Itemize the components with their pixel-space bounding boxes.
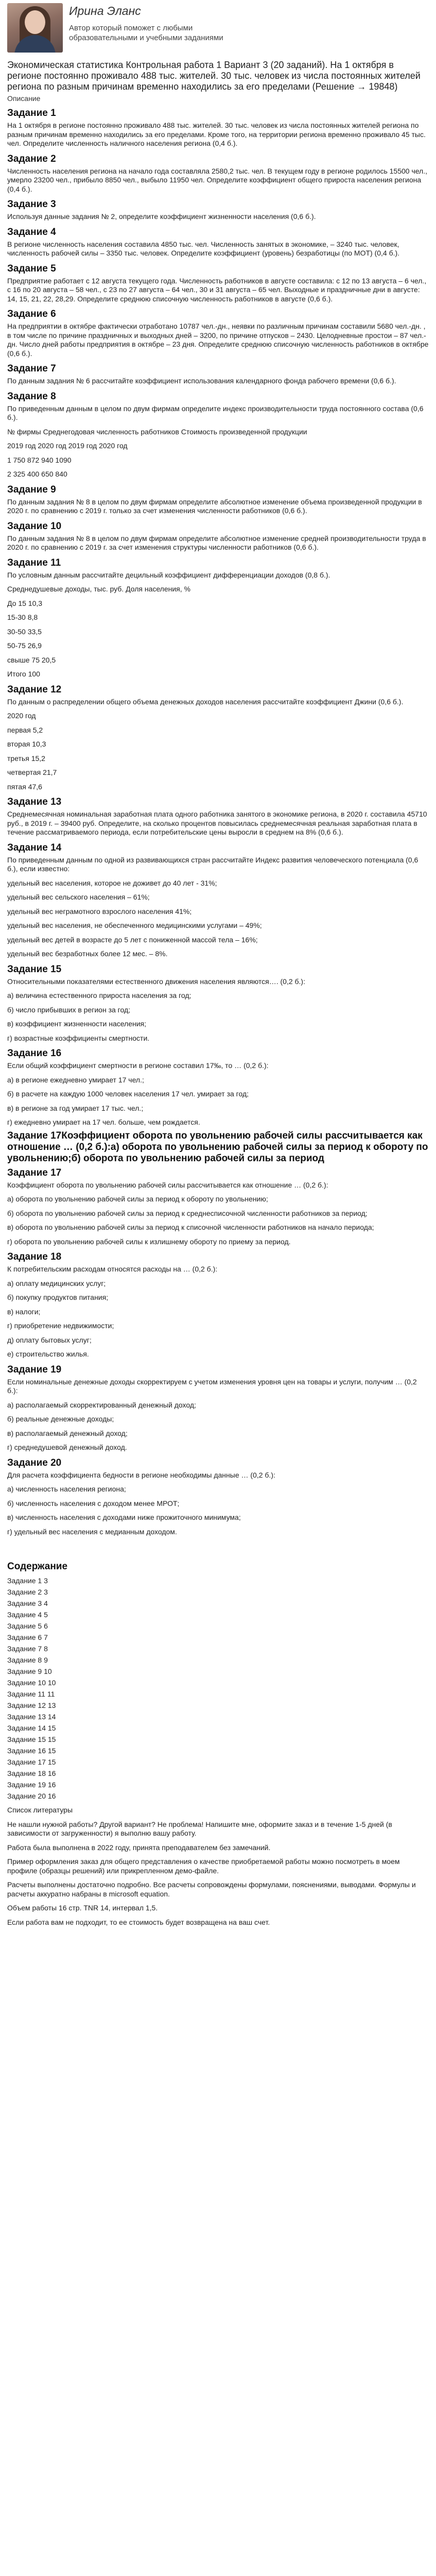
- task-paragraph: удельный вес безработных более 12 мес. – 8%.: [7, 950, 168, 958]
- task-block: [7, 684, 429, 792]
- task-block: [7, 484, 429, 516]
- task-paragraph: г) приобретение недвижимости;: [7, 1321, 114, 1330]
- task-heading: Задание 20: [7, 1457, 62, 1468]
- task-block: [7, 227, 429, 258]
- task-paragraph: По условным данным рассчитайте децильный коэффициент дифференциации доходов (0,8 б.).: [7, 570, 330, 579]
- task-paragraph: вторая 10,3: [7, 740, 46, 748]
- task-paragraph: Численность населения региона на начало года составляла 2580,2 тыс. чел. В текущем году в регионе родилось 15500 чел., умерло 23200 чел., прибыло 8850 чел., выбыло 11950 чел. Определите коэффициент общего прироста населения региона (0,4 б.).: [7, 166, 428, 193]
- task-block: [7, 1364, 429, 1452]
- task-paragraph: в) располагаемый денежный доход;: [7, 1429, 128, 1437]
- task-paragraph: На 1 октября в регионе постоянно проживало 488 тыс. жителей. 30 тыс. человек из числа постоянных жителей региона по разным причинам временно находились за его пределами. Кроме того, на территории региона временно проживало 45 тыс. чел. Определите численность наличного населения региона (0,4 б.).: [7, 121, 426, 147]
- task-paragraph: По данным о распределении общего объема денежных доходов населения рассчитайте коэффициент Джини (0,6 б.).: [7, 697, 404, 706]
- task-paragraph: Для расчета коэффициента бедности в регионе необходимы данные … (0,2 б.):: [7, 1470, 275, 1479]
- task-paragraph: Итого 100: [7, 670, 40, 678]
- contents-item: Задание 1 3: [7, 1577, 48, 1585]
- task-paragraph: Если номинальные денежные доходы скорректируем с учетом изменения уровня цен на товары и услуги, получим … (0,2 б.):: [7, 1377, 417, 1395]
- task-heading: Задание 7: [7, 363, 56, 374]
- author-avatar[interactable]: [7, 3, 63, 53]
- task-block: [7, 391, 429, 479]
- contents-item: Задание 11 11: [7, 1690, 55, 1698]
- task-paragraph: удельный вес населения, не обеспеченного медицинскими услугами – 49%;: [7, 921, 262, 929]
- task-block: [7, 842, 429, 959]
- task-paragraph: По данным задания № 8 в целом по двум фирмам определите абсолютное изменение объема произведенной продукции в 2020 г. по сравнению с 2019 г. только за счет изменения численности работников (0,6 б.).: [7, 497, 422, 515]
- contents-list: [7, 1577, 429, 1801]
- document-subtitle: Описание: [7, 94, 41, 103]
- task-block: [7, 1048, 429, 1127]
- task-paragraph: д) оплату бытовых услуг;: [7, 1335, 92, 1344]
- avatar-face: [25, 10, 45, 34]
- task-paragraph: До 15 10,3: [7, 599, 43, 607]
- task-paragraph: б) численность населения с доходом менее МРОТ;: [7, 1499, 180, 1507]
- task-paragraph: б) оборота по увольнению рабочей силы за период к среднесписочной численности работников за период;: [7, 1209, 368, 1217]
- task-heading: Задание 11: [7, 557, 61, 568]
- tasks-list: [7, 108, 429, 1536]
- author-card: [7, 3, 429, 59]
- task-paragraph: третья 15,2: [7, 754, 45, 762]
- task-paragraph: удельный вес населения, которое не доживет до 40 лет - 31%;: [7, 878, 217, 887]
- references-title: Список литературы: [7, 1806, 73, 1814]
- task-heading: Задание 3: [7, 199, 56, 210]
- contents-item: Задание 14 15: [7, 1724, 56, 1732]
- task-heading: Задание 16: [7, 1048, 62, 1059]
- task-paragraph: е) строительство жилья.: [7, 1350, 89, 1358]
- task-block: [7, 1167, 429, 1247]
- task-heading: Задание 13: [7, 796, 62, 807]
- task-block: [7, 263, 429, 304]
- contents-item: Задание 5 6: [7, 1622, 48, 1630]
- task-paragraph: На предприятии в октябре фактически отработано 10787 чел.-дн., неявки по различным причинам составили 5680 чел.-дн. , в том числе по причине праздничных и выходных дней – 3200, по причине отпусков – 2430. Целодневные простои – 87 чел.-дн. Число дней работы предприятия в октябре – 23 дня. Определите среднюю списочную численность работников в октябре (0,6 б.).: [7, 322, 429, 358]
- task-paragraph: первая 5,2: [7, 725, 43, 734]
- task-paragraph: По приведенным данным по одной из развивающихся стран рассчитайте Индекс развития человеческого потенциала (0,6 б.), если известно:: [7, 855, 418, 873]
- task-heading: Задание 15: [7, 963, 62, 975]
- task-block: [7, 154, 429, 194]
- task-paragraph: а) в регионе ежедневно умирает 17 чел.;: [7, 1075, 144, 1084]
- task-heading: Задание 8: [7, 391, 56, 402]
- author-info: [69, 3, 223, 43]
- task-heading: Задание 9: [7, 484, 56, 495]
- task-heading: Задание 5: [7, 263, 56, 274]
- task-heading: Задание 1: [7, 108, 56, 118]
- task-paragraph: По данным задания № 6 рассчитайте коэффициент использования календарного фонда рабочего времени (0,6 б.).: [7, 377, 396, 385]
- task-block: [7, 309, 429, 358]
- task-heading: Задание 12: [7, 684, 62, 695]
- task-heading: Задание 18: [7, 1251, 62, 1262]
- references-paragraph: Расчеты выполнены достаточно подробно. Все расчеты сопровождены формулами, пояснениями, выводами. Формулы и расчеты аккуратно набраны в microsoft equation.: [7, 1880, 416, 1898]
- task-paragraph: 30-50 33,5: [7, 627, 42, 636]
- contents-item: Задание 10 10: [7, 1679, 56, 1687]
- task-block: [7, 1458, 429, 1537]
- task-paragraph: свыше 75 20,5: [7, 655, 56, 664]
- task-heading: Задание 17: [7, 1167, 62, 1178]
- task-paragraph: а) оборота по увольнению рабочей силы за период к обороту по увольнению;: [7, 1195, 268, 1203]
- task-block: [7, 1130, 429, 1164]
- contents-item: Задание 17 15: [7, 1758, 56, 1766]
- task-paragraph: Если общий коэффициент смертности в регионе составил 17‰, то … (0,2 б.):: [7, 1061, 269, 1070]
- task-paragraph: 50-75 26,9: [7, 641, 42, 650]
- task-block: [7, 964, 429, 1043]
- contents-item: Задание 3 4: [7, 1599, 48, 1607]
- contents-item: Задание 9 10: [7, 1667, 52, 1675]
- contents-item: Задание 12 13: [7, 1701, 56, 1709]
- task-heading: Задание 10: [7, 520, 62, 532]
- task-block: [7, 557, 429, 679]
- task-paragraph: б) реальные денежные доходы;: [7, 1415, 114, 1423]
- task-paragraph: В регионе численность населения составила 4850 тыс. чел. Численность занятых в экономике, – 3240 тыс. человек, численность рабочей силы – 3350 тыс. человек. Определите коэффициент (уровень) безработицы (по МОТ) (0,4 б.).: [7, 240, 400, 257]
- references-paragraph: Объем работы 16 стр. TNR 14, интервал 1,5.: [7, 1904, 158, 1912]
- task-paragraph: б) покупку продуктов питания;: [7, 1293, 109, 1301]
- contents-item: Задание 16 15: [7, 1747, 56, 1755]
- task-heading: Задание 6: [7, 309, 56, 319]
- task-paragraph: в) оборота по увольнению рабочей силы за период к списочной численности работников на начало периода;: [7, 1223, 374, 1231]
- task-paragraph: К потребительским расходам относятся расходы на … (0,2 б.):: [7, 1265, 218, 1273]
- references-paragraph: Не нашли нужной работы? Другой вариант? Не проблема! Напишите мне, оформите заказ и в течение 1-5 дней (в зависимости от загруженности) я выполню вашу работу.: [7, 1820, 392, 1837]
- task-paragraph: Используя данные задания № 2, определите коэффициент жизненности населения (0,6 б.).: [7, 212, 316, 221]
- references-section: [7, 1806, 429, 1927]
- task-paragraph: а) численность населения региона;: [7, 1485, 126, 1493]
- contents-item: Задание 2 3: [7, 1588, 48, 1596]
- task-paragraph: 2019 год 2020 год 2019 год 2020 год: [7, 442, 128, 450]
- task-block: [7, 108, 429, 148]
- task-block: [7, 363, 429, 386]
- task-block: [7, 1251, 429, 1359]
- task-paragraph: б) число прибывших в регион за год;: [7, 1005, 130, 1014]
- contents-item: Задание 15 15: [7, 1735, 56, 1743]
- task-paragraph: удельный вес детей в возрасте до 5 лет с пониженной массой тела – 16%;: [7, 935, 258, 944]
- task-paragraph: Коэффициент оборота по увольнению рабочей силы рассчитывается как отношение … (0,2 б.):: [7, 1180, 328, 1189]
- references-paragraph: Пример оформления заказ для общего представления о качестве приобретаемой работы можно посмотреть в моем профиле (образцы решений) или прикрепленном демо-файле.: [7, 1857, 400, 1875]
- task-paragraph: 15-30 8,8: [7, 613, 38, 621]
- contents-item: Задание 13 14: [7, 1713, 56, 1721]
- task-paragraph: а) располагаемый скорректированный денежный доход;: [7, 1400, 196, 1409]
- task-heading: Задание 19: [7, 1364, 62, 1375]
- contents-item: Задание 4 5: [7, 1611, 48, 1619]
- task-paragraph: 2020 год: [7, 711, 36, 720]
- task-paragraph: По приведенным данным в целом по двум фирмам определите индекс производительности труда постоянного состава (0,6 б.).: [7, 404, 424, 421]
- task-paragraph: в) в регионе за год умирает 17 тыс. чел.;: [7, 1104, 144, 1112]
- author-description: Автор который поможет с любыми образовательными и учебными заданиями: [69, 24, 223, 42]
- task-paragraph: г) оборота по увольнению рабочей силы к излишнему обороту по приему за период.: [7, 1237, 291, 1246]
- task-heading: Задание 4: [7, 226, 56, 238]
- task-paragraph: Относительными показателями естественного движения населения являются…. (0,2 б.):: [7, 977, 305, 986]
- task-paragraph: 1 750 872 940 1090: [7, 455, 72, 464]
- task-paragraph: пятая 47,6: [7, 782, 42, 791]
- task-paragraph: 2 325 400 650 840: [7, 470, 67, 478]
- references-paragraph: Работа была выполнена в 2022 году, принята преподавателем без замечаний.: [7, 1843, 271, 1852]
- contents-item: Задание 20 16: [7, 1792, 56, 1800]
- task-paragraph: а) оплату медицинских услуг;: [7, 1279, 106, 1287]
- task-block: [7, 796, 429, 837]
- task-paragraph: По данным задания № 8 в целом по двум фирмам определите абсолютное изменение средней производительности труда в 2020 г. по сравнению с 2019 г. за счет изменения структуры численности работников (0,6 б.).: [7, 534, 426, 551]
- task-paragraph: в) численность населения с доходами ниже прожиточного минимума;: [7, 1513, 241, 1521]
- task-paragraph: Среднедушевые доходы, тыс. руб. Доля населения, %: [7, 585, 190, 593]
- task-paragraph: б) в расчете на каждую 1000 человек населения 17 чел. умирает за год;: [7, 1090, 249, 1098]
- task-paragraph: а) величина естественного прироста населения за год;: [7, 991, 191, 999]
- contents-title: Содержание: [7, 1561, 68, 1572]
- references-paragraph: Если работа вам не подходит, то ее стоимость будет возвращена на ваш счет.: [7, 1918, 270, 1926]
- task-block: [7, 521, 429, 552]
- contents-item: Задание 18 16: [7, 1769, 56, 1777]
- contents-item: Задание 7 8: [7, 1645, 48, 1653]
- task-paragraph: четвертая 21,7: [7, 768, 57, 776]
- task-paragraph: удельный вес сельского населения – 61%;: [7, 893, 150, 901]
- task-paragraph: в) коэффициент жизненности населения;: [7, 1020, 147, 1028]
- task-heading: Задание 17Коэффициент оборота по увольнению рабочей силы рассчитывается как отношение … (0,2 б.):а) оборота по увольнению рабочей силы за период к обороту по увольнению;б) оборота по увольнению рабочей силы за период: [7, 1130, 428, 1164]
- document-title: Экономическая статистика Контрольная работа 1 Вариант 3 (20 заданий). На 1 октября в регионе постоянно проживало 488 тыс. жителей. 30 тыс. человек из числа постоянных жителей региона по разным причинам временно находились за его пределами (Решение → 19848): [7, 60, 421, 92]
- task-paragraph: удельный вес неграмотного взрослого населения 41%;: [7, 907, 192, 916]
- task-paragraph: Предприятие работает с 12 августа текущего года. Численность работников в августе составила: с 12 по 13 августа – 6 чел., с 16 по 20 августа – 58 чел., с 23 по 27 августа – 64 чел., 30 и 31 августа – 65 чел. Выходные и праздничные дни в августе: 14, 15, 21, 22, 28,29. Определите среднюю списочную численность работников в августе (0,6 б.).: [7, 276, 427, 303]
- task-paragraph: г) возрастные коэффициенты смертности.: [7, 1033, 150, 1042]
- author-name-link[interactable]: Ирина Эланс: [69, 4, 141, 18]
- task-block: [7, 199, 429, 222]
- contents-item: Задание 6 7: [7, 1633, 48, 1641]
- task-paragraph: г) удельный вес населения с медианным доходом.: [7, 1527, 177, 1536]
- contents-item: Задание 19 16: [7, 1781, 56, 1789]
- contents-item: Задание 8 9: [7, 1656, 48, 1664]
- task-paragraph: Среднемесячная номинальная заработная плата одного работника занятого в экономике региона, в 2020 г. составила 45710 руб., в 2019 г. – 39400 руб. Определите, на сколько процентов повысилась среднемесячная реальная заработная плата в течение рассматриваемого периода, если потребительские цены выросли в среднем на 8% (0,6 б.).: [7, 810, 427, 836]
- task-paragraph: № фирмы Среднегодовая численность работников Стоимость произведенной продукции: [7, 427, 307, 436]
- task-heading: Задание 2: [7, 153, 56, 164]
- task-heading: Задание 14: [7, 842, 62, 853]
- task-paragraph: г) среднедушевой денежный доход.: [7, 1443, 127, 1451]
- task-paragraph: г) ежедневно умирает на 17 чел. больше, чем рождается.: [7, 1118, 200, 1126]
- task-paragraph: в) налоги;: [7, 1307, 41, 1316]
